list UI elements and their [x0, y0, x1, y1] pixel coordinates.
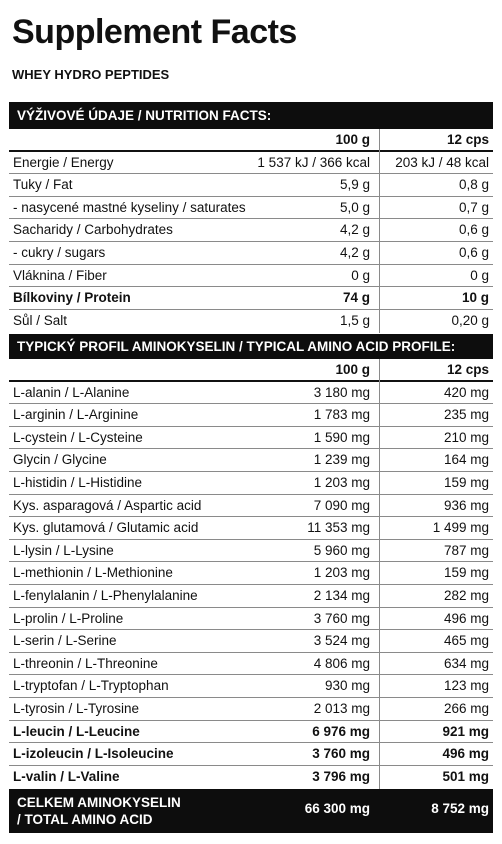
value-100g: 4,2 g [339, 222, 370, 238]
value-100g: 1 203 mg [313, 565, 370, 581]
value-12cps: 0,20 g [451, 312, 489, 328]
table-row [9, 743, 493, 766]
value-12cps: 496 mg [442, 746, 489, 762]
amino-name: L-arginin / L-Arginine [13, 407, 139, 423]
table-row [9, 219, 493, 242]
total-value-100g: 66 300 mg [304, 801, 370, 816]
product-name: WHEY HYDRO PEPTIDES [12, 67, 170, 82]
value-100g: 1,5 g [339, 312, 370, 328]
page-title: Supplement Facts [12, 13, 297, 51]
value-12cps: 10 g [461, 290, 489, 306]
value-12cps: 420 mg [443, 384, 489, 400]
value-12cps: 282 mg [443, 587, 489, 603]
value-12cps: 159 mg [443, 565, 489, 581]
table-row [9, 427, 493, 450]
value-100g: 930 mg [324, 678, 370, 694]
amino-name: Kys. asparagová / Aspartic acid [13, 497, 202, 513]
value-12cps: 1 499 mg [432, 520, 489, 536]
nutrition-heading: VÝŽIVOVÉ ÚDAJE / NUTRITION FACTS: [9, 102, 493, 129]
value-12cps: 123 mg [443, 678, 489, 694]
value-12cps: 501 mg [442, 768, 489, 784]
value-100g: 5 960 mg [313, 542, 370, 558]
table-row [9, 449, 493, 472]
table-row [9, 698, 493, 721]
value-100g: 2 013 mg [313, 700, 370, 716]
total-label [17, 794, 181, 828]
amino-name: L-lysin / L-Lysine [13, 542, 114, 558]
value-100g: 3 180 mg [313, 384, 370, 400]
table-row [9, 585, 493, 608]
amino-name: L-leucin / L-Leucine [13, 723, 140, 739]
value-12cps: 203 kJ / 48 kcal [395, 154, 489, 170]
value-12cps: 936 mg [443, 497, 489, 513]
value-100g: 3 524 mg [313, 633, 370, 649]
value-12cps: 496 mg [443, 610, 489, 626]
amino-name: L-cystein / L-Cysteine [13, 429, 143, 445]
amino-table [9, 359, 493, 788]
value-12cps: 159 mg [443, 474, 489, 490]
amino-name: L-valin / L-Valine [13, 768, 120, 784]
table-row [9, 382, 493, 405]
table-row [9, 517, 493, 540]
column-divider [379, 129, 380, 333]
value-100g: 6 976 mg [312, 723, 370, 739]
value-100g: 11 353 mg [307, 520, 370, 536]
nutrient-name: Bílkoviny / Protein [13, 290, 131, 306]
nutrient-name: Tuky / Fat [13, 177, 73, 193]
nutrient-name: Sacharidy / Carbohydrates [13, 222, 173, 238]
value-100g: 7 090 mg [313, 497, 370, 513]
value-12cps: 787 mg [443, 542, 489, 558]
value-12cps: 465 mg [443, 633, 489, 649]
amino-name: Kys. glutamová / Glutamic acid [13, 520, 199, 536]
nutrient-name: Energie / Energy [13, 154, 114, 170]
value-100g: 74 g [342, 290, 370, 306]
value-100g: 1 590 mg [313, 429, 370, 445]
value-100g: 3 760 mg [312, 746, 370, 762]
value-100g: 3 796 mg [312, 768, 370, 784]
table-row [9, 562, 493, 585]
nutrient-name: Vláknina / Fiber [13, 267, 107, 283]
table-row [9, 653, 493, 676]
value-100g: 5,9 g [339, 177, 370, 193]
table-row [9, 608, 493, 631]
amino-name: L-threonin / L-Threonine [13, 655, 158, 671]
table-row [9, 287, 493, 310]
value-100g: 3 760 mg [313, 610, 370, 626]
table-row [9, 404, 493, 427]
column-100g: 100 g [335, 132, 370, 147]
amino-name: Glycin / Glycine [13, 452, 107, 468]
value-12cps: 210 mg [443, 429, 489, 445]
table-row [9, 265, 493, 288]
table-row [9, 472, 493, 495]
value-100g: 4 806 mg [313, 655, 370, 671]
amino-name: L-serin / L-Serine [13, 633, 117, 649]
table-row [9, 766, 493, 789]
value-100g: 1 203 mg [313, 474, 370, 490]
table-row [9, 721, 493, 744]
column-12cps: 12 cps [446, 362, 489, 377]
total-amino-row [9, 789, 493, 833]
value-12cps: 921 mg [442, 723, 489, 739]
table-row [9, 540, 493, 563]
table-row [9, 495, 493, 518]
table-row [9, 152, 493, 175]
column-12cps: 12 cps [446, 132, 489, 147]
amino-name: L-izoleucin / L-Isoleucine [13, 746, 174, 762]
nutrition-column-header [9, 129, 493, 152]
value-100g: 2 134 mg [313, 587, 370, 603]
table-row [9, 310, 493, 333]
table-row [9, 675, 493, 698]
amino-heading: TYPICKÝ PROFIL AMINOKYSELIN / TYPICAL AMINO ACID PROFILE: [9, 334, 493, 359]
nutrition-table [9, 129, 493, 332]
table-row [9, 242, 493, 265]
value-100g: 4,2 g [339, 244, 370, 260]
value-100g: 0 g [351, 267, 370, 283]
amino-name: L-alanin / L-Alanine [13, 384, 130, 400]
value-12cps: 0,6 g [458, 244, 489, 260]
amino-name: L-methionin / L-Methionine [13, 565, 173, 581]
value-12cps: 0,8 g [458, 177, 489, 193]
value-100g: 5,0 g [339, 199, 370, 215]
amino-name: L-tryptofan / L-Tryptophan [13, 678, 169, 694]
value-12cps: 0,7 g [458, 199, 489, 215]
nutrient-name: Sůl / Salt [13, 312, 68, 328]
value-100g: 1 537 kJ / 366 kcal [257, 154, 370, 170]
amino-name: L-prolin / L-Proline [13, 610, 124, 626]
value-100g: 1 783 mg [313, 407, 370, 423]
value-12cps: 634 mg [443, 655, 489, 671]
table-row [9, 197, 493, 220]
column-divider [379, 359, 380, 789]
nutrient-name: - nasycené mastné kyseliny / saturates [13, 199, 246, 215]
amino-column-header [9, 359, 493, 382]
amino-name: L-histidin / L-Histidine [13, 474, 143, 490]
value-12cps: 0 g [470, 267, 489, 283]
amino-name: L-tyrosin / L-Tyrosine [13, 700, 140, 716]
total-value-12cps: 8 752 mg [431, 801, 489, 816]
value-12cps: 164 mg [443, 452, 489, 468]
total-label-line2: / TOTAL AMINO ACID [17, 812, 153, 827]
value-12cps: 266 mg [443, 700, 489, 716]
column-100g: 100 g [335, 362, 370, 377]
value-12cps: 0,6 g [458, 222, 489, 238]
value-12cps: 235 mg [443, 407, 489, 423]
total-label-line1: CELKEM AMINOKYSELIN [17, 795, 181, 810]
amino-name: L-fenylalanin / L-Phenylalanine [13, 587, 198, 603]
nutrient-name: - cukry / sugars [13, 244, 106, 260]
value-100g: 1 239 mg [313, 452, 370, 468]
table-row [9, 174, 493, 197]
table-row [9, 630, 493, 653]
